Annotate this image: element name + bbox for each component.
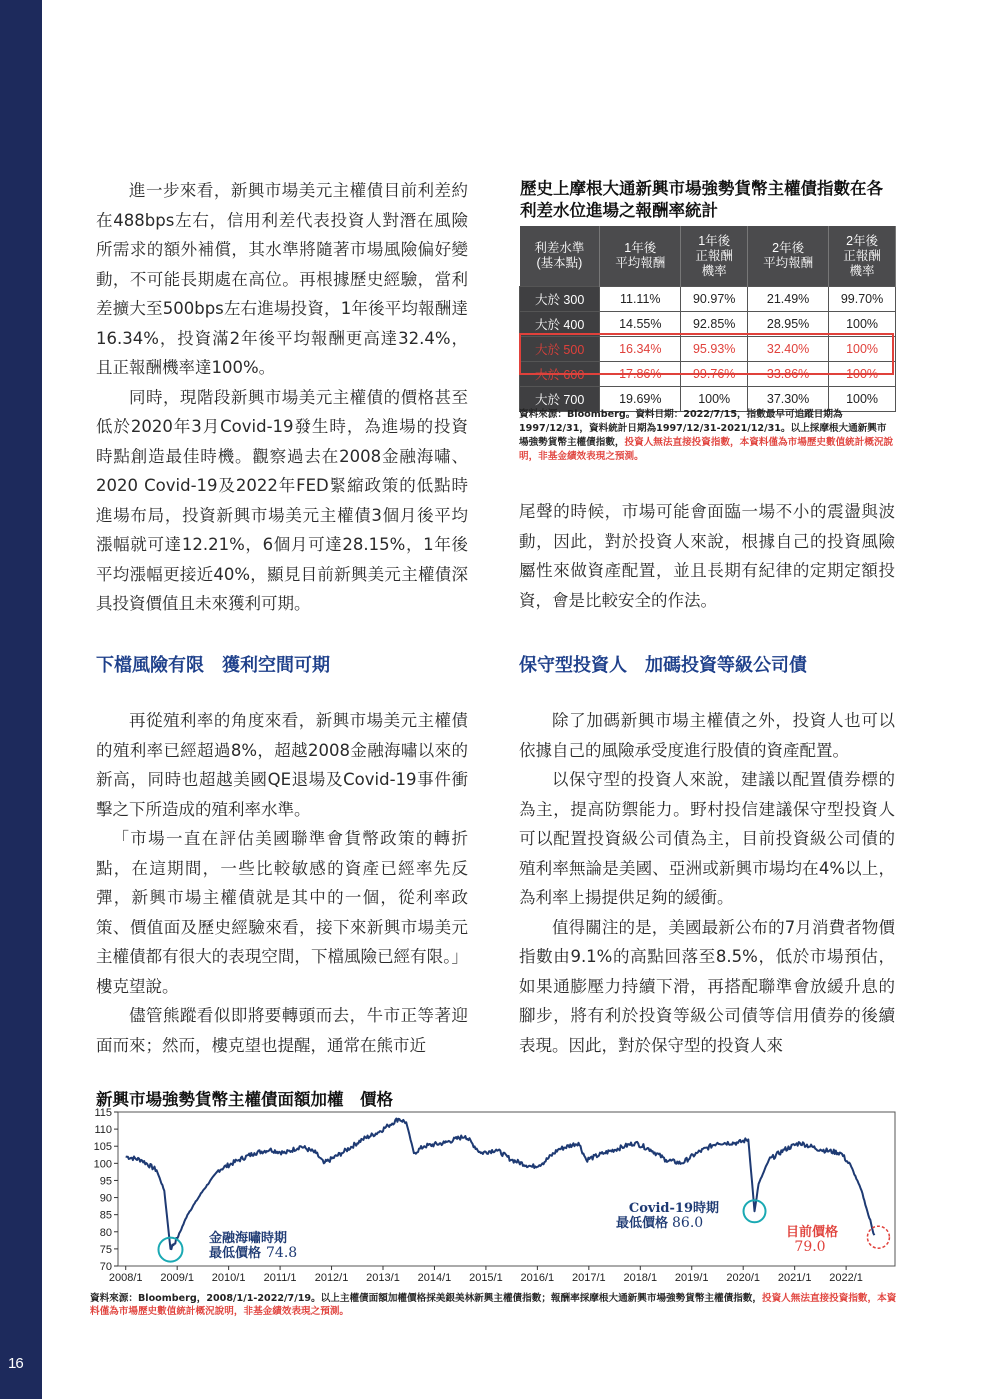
table-header-cell: 利差水準 (基本點) (520, 226, 600, 287)
gfc-annotation-value-label: 最低價格 (209, 1246, 262, 1261)
y-tick-label: 110 (94, 1124, 112, 1137)
table-cell: 19.69% (600, 387, 681, 412)
y-tick-label: 115 (94, 1108, 112, 1119)
paragraph: 以保守型的投資人來說，建議以配置債券標的為主，提高防禦能力。野村投信建議保守型投資人可以配置投資級公司債為主，目前投資級公司債的殖利率無論是美國、亞洲或新興市場均在4%以上，為利率上揚提供足夠的緩衝。 (519, 770, 895, 907)
chart-source-disclaimer: 投資人無法直接投資指數，本資料僅為市場歷史數值統計概況說明，非基金績效表現之預測。 (90, 1293, 897, 1317)
paragraph: 同時，現階段新興市場美元主權債的價格甚至低於2020年3月Covid-19發生時，為進場的投資時點創造最佳時機。觀察過去在2008金融海嘯、2020 Covid-19及2022年FED緊縮政策的低點時進場布局，投資新興市場美元主權債3個月後平均漲幅就可達12.21%，6個月可達28.15%，1年後平均漲幅更接近40%，顯見目前新興美元主權債深具投資價值且未來獲利可期。 (96, 387, 468, 613)
table-cell: 11.11% (600, 287, 681, 312)
table-cell: 32.40% (748, 337, 829, 362)
table-cell: 16.34% (600, 337, 681, 362)
paragraph: 尾聲的時候，市場可能會面臨一場不小的震盪與波動，因此，對於投資人來說，根據自己的投資風險屬性來做資產配置，並且長期有紀律的定期定額投資，會是比較安全的作法。 (519, 502, 895, 610)
table-row (520, 312, 896, 337)
chart-title: 新興市場強勢貨幣主權債面額加權 價格 (96, 1090, 393, 1109)
y-tick-label: 90 (99, 1192, 112, 1205)
table-cell: 21.49% (748, 287, 829, 312)
right-column-top (519, 497, 895, 615)
spread-return-table (519, 226, 896, 412)
table-cell: 99.70% (829, 287, 896, 312)
x-tick-label: 2008/1 (108, 1272, 143, 1284)
table-cell: 33.86% (748, 362, 829, 387)
y-tick-label: 75 (99, 1243, 112, 1256)
section-heading-left: 下檔風險有限 獲利空間可期 (96, 655, 330, 676)
x-tick-label: 2014/1 (417, 1272, 452, 1284)
x-tick-label: 2021/1 (777, 1272, 812, 1284)
y-tick-label: 105 (93, 1141, 112, 1154)
table-source-note (519, 408, 896, 464)
table-cell: 17.86% (600, 362, 681, 387)
table-cell: 28.95% (748, 312, 829, 337)
x-tick-label: 2009/1 (160, 1272, 195, 1284)
paragraph: 儘管熊蹤看似即將要轉頭而去，牛市正等著迎面而來；然而，樓克望也提醒，通常在熊市近 (96, 1006, 468, 1055)
x-tick-label: 2022/1 (829, 1272, 863, 1284)
table-cell: 100% (829, 337, 896, 362)
left-column-bottom (96, 706, 468, 1060)
table-header-cell: 1年後 平均報酬 (600, 226, 681, 287)
y-tick-label: 100 (93, 1158, 112, 1171)
x-tick-label: 2017/1 (572, 1272, 606, 1284)
table-title: 歷史上摩根大通新興市場強勢貨幣主權債指數在各利差水位進場之報酬率統計 (520, 179, 883, 220)
gfc-annotation-value: 74.8 (266, 1245, 298, 1261)
table-row-label: 大於 400 (520, 312, 600, 337)
x-tick-label: 2020/1 (726, 1272, 761, 1284)
y-tick-label: 85 (99, 1209, 112, 1222)
x-tick-label: 2015/1 (469, 1272, 503, 1284)
table-note-text: 資料來源：Bloomberg。資料日期：2022/7/15，指數最早可追蹤日期為1997/12/31，資料統計日期為1997/12/31-2021/12/31。以上採摩根大通新興市場強勢貨幣主權債指數， (519, 409, 887, 448)
x-tick-label: 2011/1 (263, 1272, 297, 1284)
paragraph: 值得關注的是，美國最新公布的7月消費者物價指數由9.1%的高點回落至8.5%，低於市場預估，如果通膨壓力持續下滑，再搭配聯準會放緩升息的腳步，將有利於投資等級公司債等信用債券的後續表現。因此，對於保守型的投資人來 (519, 917, 895, 1055)
x-tick-label: 2012/1 (314, 1272, 349, 1284)
chart-source-note (90, 1292, 900, 1318)
table-header-cell: 2年後 平均報酬 (748, 226, 829, 287)
x-tick-label: 2016/1 (520, 1272, 555, 1284)
table-row-label: 大於 600 (520, 362, 600, 387)
table-note-disclaimer: 投資人無法直接投資指數，本資料僅為市場歷史數值統計概況說明，非基金績效表現之預測。 (519, 437, 894, 462)
table-cell: 100% (829, 362, 896, 387)
table-header-cell: 2年後 正報酬 機率 (829, 226, 896, 287)
page-number: 16 (8, 1355, 23, 1372)
y-tick-label: 70 (99, 1261, 112, 1273)
x-tick-label: 2013/1 (366, 1272, 400, 1284)
paragraph: 進一步來看，新興市場美元主權債目前利差約在488bps左右，信用利差代表投資人對潛在風險所需求的額外補償，其水準將隨著市場風險偏好變動，不可能長期處在高位。再根據歷史經驗，當利差擴大至500bps左右進場投資，1年後平均報酬達16.34%，投資滿2年後平均報酬更高達32.4%，且正報酬機率達100%。 (96, 181, 468, 377)
table-cell: 100% (829, 312, 896, 337)
x-tick-label: 2010/1 (211, 1272, 246, 1284)
current-price-value: 79.0 (794, 1239, 826, 1255)
x-tick-label: 2019/1 (674, 1272, 709, 1284)
table-cell: 92.85% (681, 312, 748, 337)
table-cell: 100% (681, 387, 748, 412)
covid-annotation-label: Covid-19時期 (628, 1201, 719, 1216)
right-column-bottom (519, 706, 895, 1060)
gfc-annotation-label: 金融海嘯時期 (209, 1231, 288, 1246)
section-heading-right: 保守型投資人 加碼投資等級公司債 (519, 655, 807, 676)
table-cell: 99.76% (681, 362, 748, 387)
table-cell: 100% (829, 387, 896, 412)
table-cell: 90.97% (681, 287, 748, 312)
table-row-label: 大於 500 (520, 337, 600, 362)
paragraph: 「市場一直在評估美國聯準會貨幣政策的轉折點，在這期間，一些比較敏感的資產已經率先反彈，新興市場主權債就是其中的一個，從利率政策、價值面及歷史經驗來看，接下來新興市場美元主權債都有很大的表現空間，下檔風險已經有限。」樓克望說。 (96, 829, 468, 996)
table-row (520, 362, 896, 387)
sidebar-strip (0, 0, 42, 1399)
table-cell: 37.30% (748, 387, 829, 412)
table-header-cell: 1年後 正報酬 機率 (681, 226, 748, 287)
current-price-label: 目前價格 (785, 1225, 838, 1240)
y-tick-label: 80 (99, 1226, 112, 1239)
table-cell: 95.93% (681, 337, 748, 362)
paragraph: 再從殖利率的角度來看，新興市場美元主權債的殖利率已經超過8%，超越2008金融海嘯以來的新高，同時也超越美國QE退場及Covid-19事件衝擊之下所造成的殖利率水準。 (96, 711, 468, 819)
table-row (520, 337, 896, 362)
table-cell: 14.55% (600, 312, 681, 337)
table-row-label: 大於 300 (520, 287, 600, 312)
table-row (520, 287, 896, 312)
y-tick-label: 95 (99, 1175, 112, 1188)
covid-annotation-value-label: 最低價格 (615, 1216, 668, 1231)
left-column-top (96, 176, 468, 619)
price-line-chart (88, 1108, 900, 1290)
table-row-label: 大於 700 (520, 387, 600, 412)
x-tick-label: 2018/1 (623, 1272, 658, 1284)
paragraph: 除了加碼新興市場主權債之外，投資人也可以依據自己的風險承受度進行股債的資產配置。 (519, 711, 895, 760)
covid-annotation-value: 86.0 (672, 1215, 704, 1231)
chart-source-text: 資料來源：Bloomberg，2008/1/1-2022/7/19。以上主權債面額加權價格採美銀美林新興主權債指數；報酬率採摩根大通新興市場強勢貨幣主權債指數， (90, 1293, 762, 1304)
